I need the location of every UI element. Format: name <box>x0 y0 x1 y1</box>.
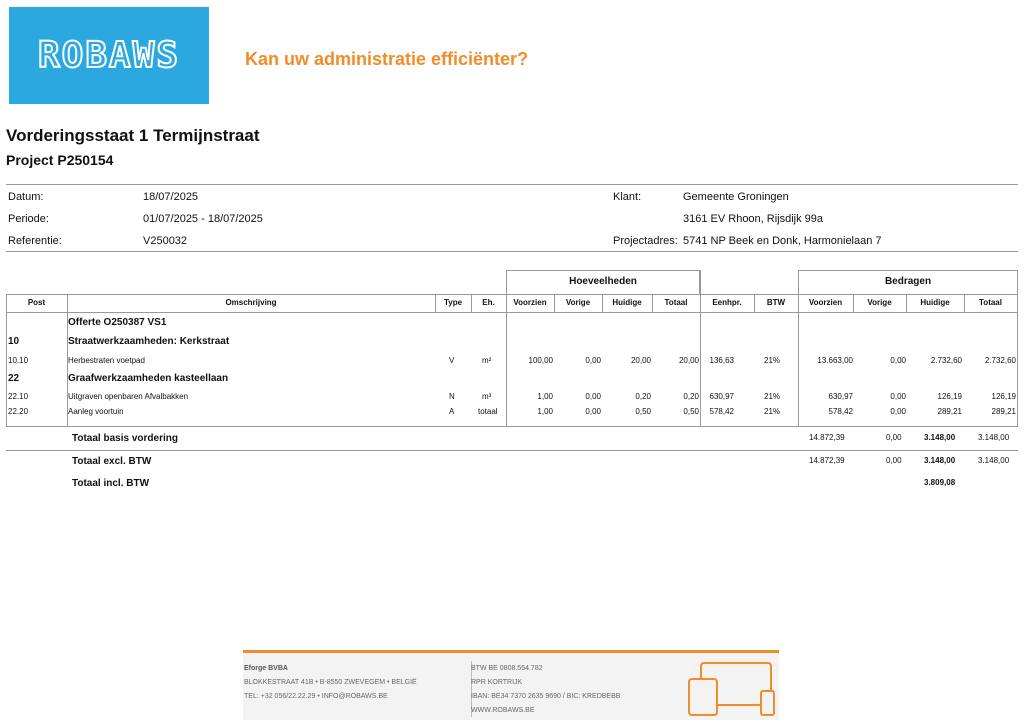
footer-contact: TEL: +32 056/22.22.29 • INFO@ROBAWS.BE <box>244 693 388 700</box>
col-a-huidige: Huidige <box>920 298 950 307</box>
items-table <box>6 270 1018 428</box>
klant-value: Gemeente Groningen <box>683 191 789 203</box>
referentie-value: V250032 <box>143 235 188 247</box>
row-eenhpr: 630,97 <box>709 392 734 401</box>
col-eenhpr: Eenhpr. <box>712 298 742 307</box>
total-basis-voorzien: 14.872,39 <box>809 433 845 442</box>
section-code: 10 <box>8 336 20 347</box>
row-btw: 21% <box>764 392 781 401</box>
row-q-voorzien: 1,00 <box>537 407 553 416</box>
klant-address: 3161 EV Rhoon, Rijsdijk 99a <box>683 213 824 225</box>
col-a-totaal: Totaal <box>979 298 1002 307</box>
klant-label: Klant: <box>613 191 642 203</box>
total-excl-label: Totaal excl. BTW <box>72 456 152 467</box>
totals-divider <box>6 450 1018 451</box>
section-title: Straatwerkzaamheden: Kerkstraat <box>68 336 230 347</box>
footer-company: Eforge BVBA <box>244 665 288 672</box>
row-q-vorige: 0,00 <box>585 392 601 401</box>
row-a-vorige: 0,00 <box>890 392 906 401</box>
row-a-voorzien: 13.663,00 <box>817 356 853 365</box>
row-q-voorzien: 100,00 <box>528 356 553 365</box>
row-post: 22.10 <box>8 392 29 401</box>
row-q-totaal: 0,20 <box>683 392 699 401</box>
row-a-totaal: 126,19 <box>991 392 1016 401</box>
col-q-totaal: Totaal <box>664 298 688 307</box>
row-eh: m² <box>482 356 492 365</box>
row-q-huidige: 20,00 <box>630 356 651 365</box>
col-btw: BTW <box>766 298 786 307</box>
footer-iban: IBAN: BE34 7370 2635 9690 / BIC: KREDBEBB <box>471 693 621 700</box>
logo-text: ROBAWS <box>37 35 181 76</box>
total-excl-voorzien: 14.872,39 <box>809 456 845 465</box>
datum-label: Datum: <box>8 191 44 203</box>
row-a-totaal: 289,21 <box>991 407 1016 416</box>
footer <box>243 650 779 720</box>
row-q-huidige: 0,50 <box>635 407 651 416</box>
row-eenhpr: 136,63 <box>709 356 734 365</box>
col-post: Post <box>27 298 46 307</box>
row-q-vorige: 0,00 <box>585 407 601 416</box>
row-q-totaal: 0,50 <box>683 407 699 416</box>
row-eh: totaal <box>478 407 498 416</box>
row-a-voorzien: 630,97 <box>828 392 853 401</box>
col-q-vorige: Vorige <box>565 298 591 307</box>
row-eh: m³ <box>482 392 492 401</box>
row-post: 10.10 <box>8 356 29 365</box>
col-a-voorzien: Voorzien <box>808 298 843 307</box>
section-code: 22 <box>8 373 20 384</box>
referentie-label: Referentie: <box>8 235 62 247</box>
row-a-vorige: 0,00 <box>890 407 906 416</box>
periode-label: Periode: <box>8 213 49 225</box>
col-q-huidige: Huidige <box>612 298 642 307</box>
footer-rpr: RPR KORTRIJK <box>471 679 523 686</box>
project-number: Project P250154 <box>6 152 114 168</box>
row-q-totaal: 20,00 <box>678 356 699 365</box>
total-excl-totaal: 3.148,00 <box>978 456 1010 465</box>
col-a-vorige: Vorige <box>867 298 892 307</box>
row-btw: 21% <box>764 407 781 416</box>
row-btw: 21% <box>764 356 781 365</box>
periode-value: 01/07/2025 - 18/07/2025 <box>143 213 263 225</box>
projectadres-label: Projectadres: <box>613 235 678 247</box>
row-eenhpr: 578,42 <box>709 407 734 416</box>
total-basis-huidige: 3.148,00 <box>924 433 956 442</box>
row-a-vorige: 0,00 <box>890 356 906 365</box>
total-excl-vorige: 0,00 <box>886 456 902 465</box>
offer-title: Offerte O250387 VS1 <box>68 317 167 328</box>
row-omschrijving: Herbestraten voetpad <box>68 356 145 365</box>
footer-address: BLOKKESTRAAT 41B • B-8550 ZWEVEGEM • BELGIË <box>244 679 417 686</box>
col-eh: Eh. <box>482 298 495 307</box>
quantities-group-title: Hoeveelheden <box>569 276 637 287</box>
row-a-huidige: 2.732,60 <box>930 356 962 365</box>
row-type: V <box>449 356 455 365</box>
document-title: Vorderingsstaat 1 Termijnstraat <box>6 126 260 145</box>
col-type: Type <box>443 298 463 307</box>
row-q-voorzien: 1,00 <box>537 392 553 401</box>
col-omschrijving: Omschrijving <box>225 298 277 307</box>
row-a-huidige: 126,19 <box>937 392 962 401</box>
amounts-group-title: Bedragen <box>884 276 932 287</box>
total-basis-label: Totaal basis vordering <box>72 433 178 444</box>
total-incl-label: Totaal incl. BTW <box>72 478 150 489</box>
projectadres-value: 5741 NP Beek en Donk, Harmonielaan 7 <box>683 235 882 247</box>
row-a-totaal: 2.732,60 <box>984 356 1016 365</box>
total-basis-totaal: 3.148,00 <box>978 433 1010 442</box>
row-q-vorige: 0,00 <box>585 356 601 365</box>
row-type: N <box>449 392 455 401</box>
row-post: 22.20 <box>8 407 29 416</box>
footer-btw: BTW BE 0808.554.782 <box>471 665 543 672</box>
document-meta <box>6 184 1018 252</box>
footer-web: WWW.ROBAWS.BE <box>471 707 535 714</box>
row-a-huidige: 289,21 <box>937 407 962 416</box>
logo <box>9 7 209 104</box>
total-excl-huidige: 3.148,00 <box>924 456 956 465</box>
total-incl-huidige: 3.809,08 <box>924 478 956 487</box>
col-q-voorzien: Voorzien <box>513 298 547 307</box>
row-omschrijving: Aanleg voortuin <box>68 407 124 416</box>
row-type: A <box>449 407 455 416</box>
row-q-huidige: 0,20 <box>635 392 651 401</box>
datum-value: 18/07/2025 <box>143 191 199 203</box>
tagline: Kan uw administratie efficiënter? <box>245 49 529 69</box>
total-basis-vorige: 0,00 <box>886 433 902 442</box>
row-a-voorzien: 578,42 <box>828 407 853 416</box>
devices-icon <box>685 661 777 717</box>
row-omschrijving: Uitgraven openbaren Afvalbakken <box>68 392 189 401</box>
section-title: Graafwerkzaamheden kasteellaan <box>68 373 229 384</box>
